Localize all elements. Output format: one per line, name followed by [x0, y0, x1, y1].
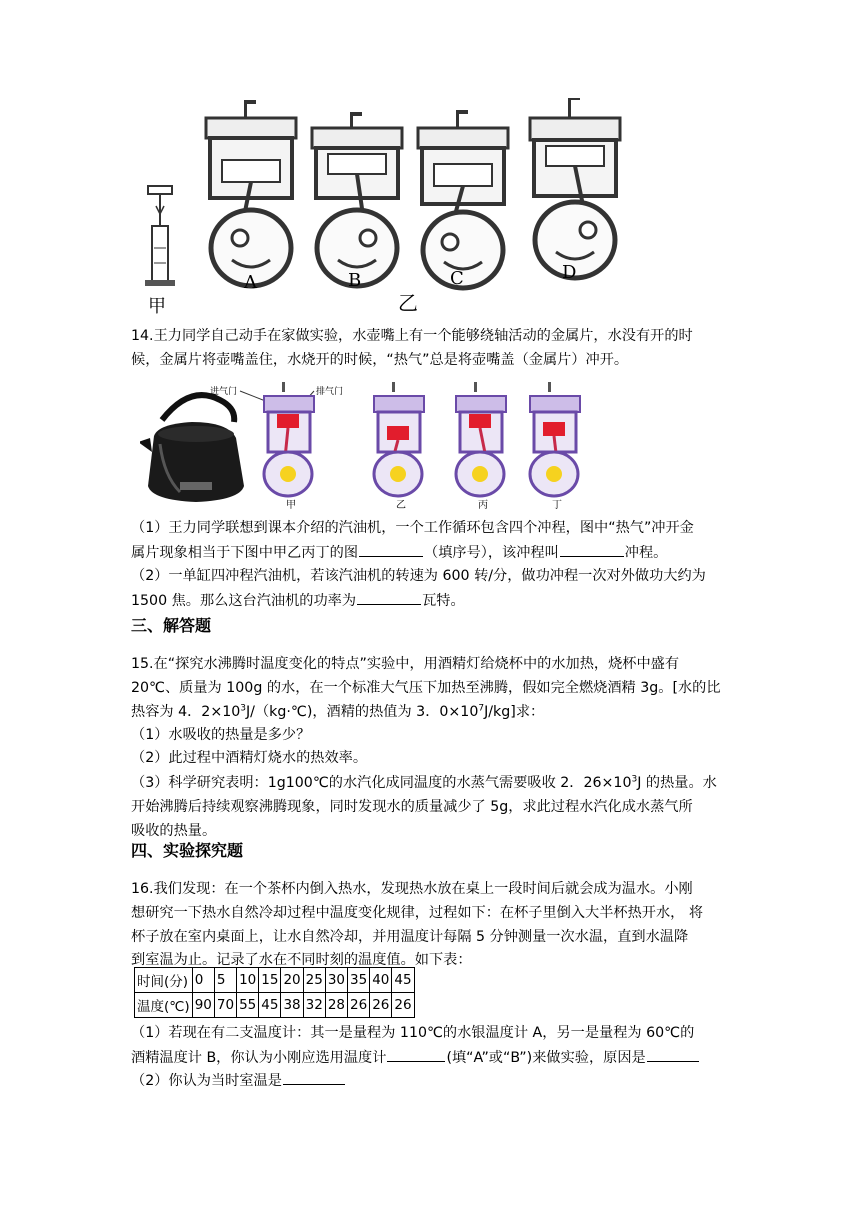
engine-label-yi: 乙	[396, 500, 406, 511]
q15-part3-exp: 3	[631, 774, 638, 785]
q16-line2: 想研究一下热水自然冷却过程中温度变化规律，过程如下：在杯子里倒入大半杯热开水， 将	[131, 905, 704, 921]
cylinder-a-icon	[206, 100, 296, 286]
answer-blank[interactable]	[359, 542, 423, 557]
answer-blank[interactable]	[387, 1047, 445, 1062]
q14-part1-line2	[131, 542, 731, 563]
q14-part1-line1: （1）王力同学联想到课本介绍的汽油机，一个工作循环包含四个冲程，图中“热气”冲开金	[131, 520, 694, 536]
q15-line3-a: 热容为 4．2×10	[131, 704, 241, 720]
table-cell: 40	[370, 968, 392, 993]
q15-exp1: 3	[240, 703, 246, 714]
q15-line3	[131, 702, 731, 722]
q16-line3: 杯子放在室内桌面上，让水自然冷却，并用温度计每隔 5 分钟测量一次水温，直到水温降	[131, 929, 689, 945]
table-cell: 38	[281, 993, 303, 1018]
table-cell: 10	[237, 968, 259, 993]
table-cell: 30	[325, 968, 347, 993]
group-label: 乙	[398, 291, 418, 315]
q16-part1-line1: （1）若现在有二支温度计：其一是量程为 110℃的水银温度计 A，另一是量程为 60℃的	[131, 1025, 695, 1041]
table-header-time: 时间(分)	[135, 968, 193, 993]
table-cell: 90	[192, 993, 214, 1018]
q16-line4: 到室温为止。记录了水在不同时刻的温度值。如下表：	[131, 952, 472, 968]
engine-bing-icon	[456, 382, 506, 496]
table-cell: 35	[348, 968, 370, 993]
q15-part1: （1）水吸收的热量是多少？	[131, 727, 311, 743]
answer-blank[interactable]	[357, 590, 421, 605]
q14-part1-text-c: 冲程。	[624, 545, 668, 561]
q15-part3-line3: 吸收的热量。	[131, 823, 217, 839]
answer-blank[interactable]	[560, 542, 624, 557]
cylinder-c-icon	[418, 110, 508, 288]
table-cell: 26	[370, 993, 392, 1018]
syringe-label: 甲	[148, 296, 166, 316]
q16-part2	[131, 1070, 731, 1091]
table-cell: 20	[281, 968, 303, 993]
kettle-engine-figure	[140, 376, 600, 512]
table-cell: 0	[192, 968, 214, 993]
q15-part3-b: J 的热量。水	[637, 775, 717, 791]
cylinder-label-a: A	[244, 272, 257, 293]
table-cell: 5	[214, 968, 236, 993]
q14-part2-line2	[131, 590, 731, 611]
kettle-icon	[140, 395, 244, 502]
section-4-title: 四、实验探究题	[131, 841, 244, 860]
table-cell: 15	[259, 968, 281, 993]
table-cell: 55	[237, 993, 259, 1018]
table-cell: 32	[303, 993, 325, 1018]
engine-ding-icon	[530, 382, 580, 496]
q15-line3-c: J/kg]求：	[484, 704, 545, 720]
engine-label-bing: 丙	[478, 500, 488, 511]
q15-part3-a: （3）科学研究表明：1g100℃的水汽化成同温度的水蒸气需要吸收 2．26×10	[131, 775, 632, 791]
engine-yi-icon	[374, 382, 424, 496]
q15-part3-line2: 开始沸腾后持续观察沸腾现象，同时发现水的质量减少了 5g，求此过程水汽化成水蒸气所	[131, 799, 693, 815]
q15-part2: （2）此过程中酒精灯烧水的热效率。	[131, 750, 368, 766]
q15-line2: 20℃、质量为 100g 的水，在一个标准大气压下加热至沸腾，假如完全燃烧酒精 3g。[水的比	[131, 680, 721, 696]
engine-label-jia: 甲	[286, 500, 296, 511]
syringe-icon	[145, 186, 175, 286]
exhaust-valve-label: 排气门	[316, 387, 344, 397]
answer-blank[interactable]	[283, 1070, 345, 1085]
q14-part1-text-b: （填序号），该冲程叫	[424, 545, 559, 561]
q15-part3-line1	[131, 773, 731, 793]
q16-part1-line2	[131, 1047, 731, 1068]
q14-line2: 候，金属片将壶嘴盖住，水烧开的时候，“热气”总是将壶嘴盖（金属片）冲开。	[131, 352, 629, 368]
q14-part2-text-a: 1500 焦。那么这台汽油机的功率为	[131, 593, 357, 609]
table-row	[135, 993, 415, 1018]
q14-part2-line1: （2）一单缸四冲程汽油机，若该汽油机的转速为 600 转/分，做功冲程一次对外做功大约为	[131, 568, 706, 584]
temperature-table	[134, 967, 415, 1018]
cylinder-label-c: C	[450, 268, 464, 289]
q14-part1-text-a: 属片现象相当于下图中甲乙丙丁的图	[131, 545, 359, 561]
section-3-title: 三、解答题	[131, 616, 212, 635]
q16-line1: 16.我们发现：在一个茶杯内倒入热水，发现热水放在桌上一段时间后就会成为温水。小刚	[131, 881, 693, 897]
table-cell: 25	[303, 968, 325, 993]
q15-exp2: 7	[478, 703, 485, 714]
q14-line1: 14.王力同学自己动手在家做实验，水壶嘴上有一个能够绕轴活动的金属片，水没有开的时	[131, 328, 693, 344]
table-cell: 70	[214, 993, 236, 1018]
cylinder-label-d: D	[562, 262, 577, 283]
intake-valve-label: 进气门	[210, 387, 238, 397]
engine-jia-icon	[264, 382, 314, 496]
q15-line3-b: J/（kg·℃)，酒精的热值为 3．0×10	[246, 704, 479, 720]
q16-part1-text-a: 酒精温度计 B，你认为小刚应选用温度计	[131, 1050, 387, 1066]
cylinder-d-icon	[530, 98, 620, 278]
table-cell: 45	[259, 993, 281, 1018]
q16-part1-text-b: (填“A”或“B”)来做实验，原因是	[446, 1050, 646, 1066]
engine-strokes-figure-bw	[140, 98, 640, 316]
table-cell: 45	[392, 968, 414, 993]
table-header-temp: 温度(℃)	[135, 993, 193, 1018]
q16-part2-text: （2）你认为当时室温是	[131, 1073, 282, 1089]
q15-line1: 15.在“探究水沸腾时温度变化的特点”实验中，用酒精灯给烧杯中的水加热，烧杯中盛有	[131, 656, 680, 672]
answer-blank[interactable]	[647, 1047, 699, 1062]
cylinder-b-icon	[312, 112, 402, 286]
table-cell: 26	[348, 993, 370, 1018]
engine-label-ding: 丁	[552, 500, 562, 511]
cylinder-label-b: B	[348, 270, 362, 291]
q14-part2-text-b: 瓦特。	[422, 593, 465, 609]
table-cell: 28	[325, 993, 347, 1018]
table-row	[135, 968, 415, 993]
table-cell: 26	[392, 993, 414, 1018]
